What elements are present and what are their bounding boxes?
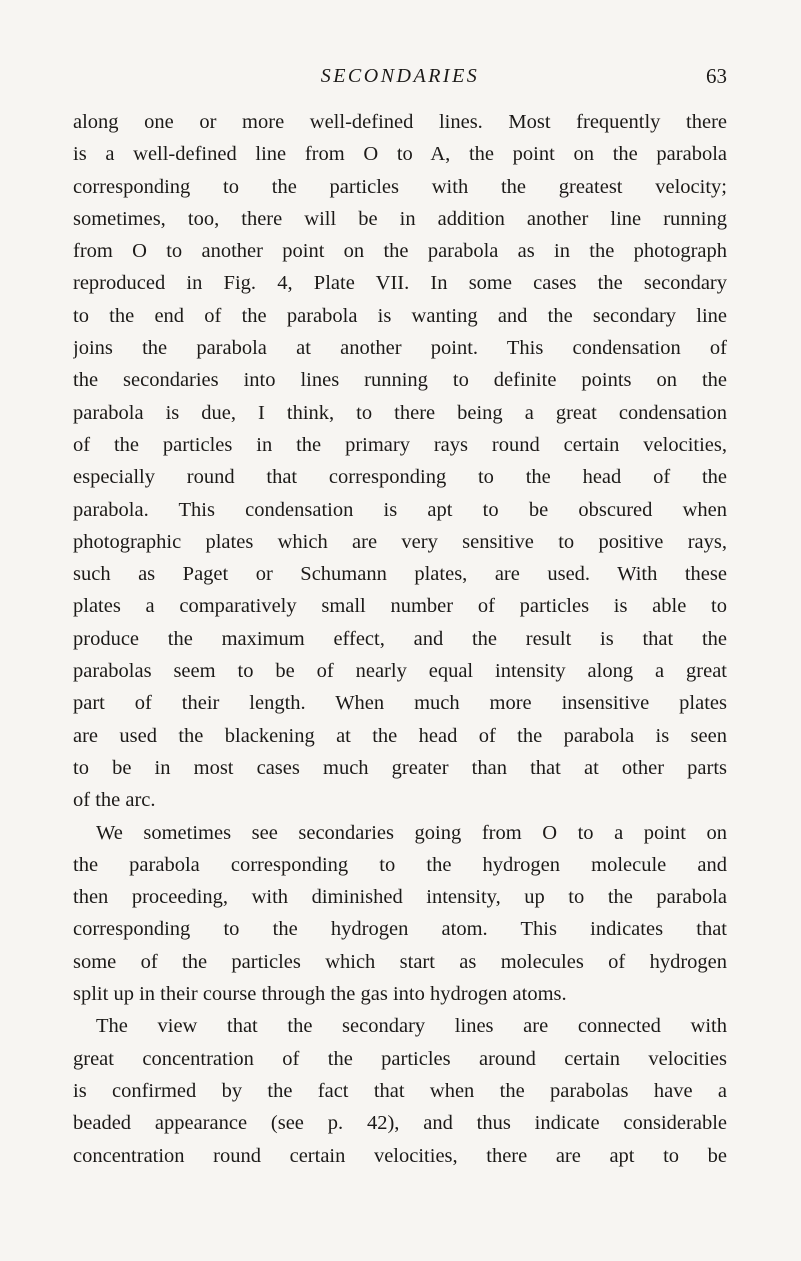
- paragraph: [73, 817, 727, 1011]
- text-line: to the end of the parabola is wanting and the secondary line: [73, 304, 727, 327]
- text-line: joins the parabola at another point. This condensation of: [73, 337, 727, 360]
- text-line: such as Paget or Schumann plates, are used. With these: [73, 563, 727, 586]
- text-line: of the arc.: [73, 789, 156, 812]
- text-line: is confirmed by the fact that when the parabolas have a: [73, 1079, 727, 1102]
- text-line: especially round that corresponding to the head of the: [73, 466, 727, 489]
- text-line: the secondaries into lines running to definite points on the: [73, 369, 727, 392]
- text-line: some of the particles which start as molecules of hydrogen: [73, 950, 727, 973]
- text-line: produce the maximum effect, and the result is that the: [73, 627, 727, 650]
- text-line: We sometimes see secondaries going from O to a point on: [96, 821, 727, 844]
- text-line: to be in most cases much greater than that at other parts: [73, 756, 727, 779]
- text-line: sometimes, too, there will be in addition another line running: [73, 207, 727, 230]
- text-line: is a well-defined line from O to A, the point on the parabola: [73, 143, 727, 166]
- text-line: The view that the secondary lines are connected with: [96, 1015, 727, 1038]
- text-line: part of their length. When much more insensitive plates: [73, 692, 727, 715]
- text-line: are used the blackening at the head of the parabola is seen: [73, 724, 727, 747]
- text-line: plates a comparatively small number of particles is able to: [73, 595, 727, 618]
- text-line: parabolas seem to be of nearly equal intensity along a great: [73, 660, 727, 683]
- body-text: [73, 106, 727, 1172]
- text-line: split up in their course through the gas into hydrogen atoms.: [73, 983, 567, 1006]
- text-line: the parabola corresponding to the hydrogen molecule and: [73, 853, 727, 876]
- running-title: SECONDARIES: [320, 65, 480, 87]
- text-line: corresponding to the hydrogen atom. This indicates that: [73, 918, 727, 941]
- paragraph: [73, 1010, 727, 1171]
- text-line: parabola is due, I think, to there being a great condensation: [73, 401, 727, 424]
- page-number: 63: [706, 64, 727, 88]
- text-line: photographic plates which are very sensitive to positive rays,: [73, 530, 727, 553]
- text-line: then proceeding, with diminished intensity, up to the parabola: [73, 886, 727, 909]
- text-line: beaded appearance (see p. 42), and thus indicate considerable: [73, 1112, 727, 1135]
- text-line: reproduced in Fig. 4, Plate VII. In some cases the secondary: [73, 272, 727, 295]
- text-line: concentration round certain velocities, there are apt to be: [73, 1144, 727, 1167]
- text-line: great concentration of the particles around certain velocities: [73, 1047, 727, 1070]
- text-line: corresponding to the particles with the greatest velocity;: [73, 175, 727, 198]
- text-line: of the particles in the primary rays round certain velocities,: [73, 433, 727, 456]
- text-line: along one or more well-defined lines. Most frequently there: [73, 111, 727, 133]
- running-head: [73, 61, 727, 91]
- text-line: parabola. This condensation is apt to be obscured when: [73, 498, 727, 521]
- text-line: from O to another point on the parabola as in the photograph: [73, 240, 727, 263]
- paragraph: [73, 106, 727, 817]
